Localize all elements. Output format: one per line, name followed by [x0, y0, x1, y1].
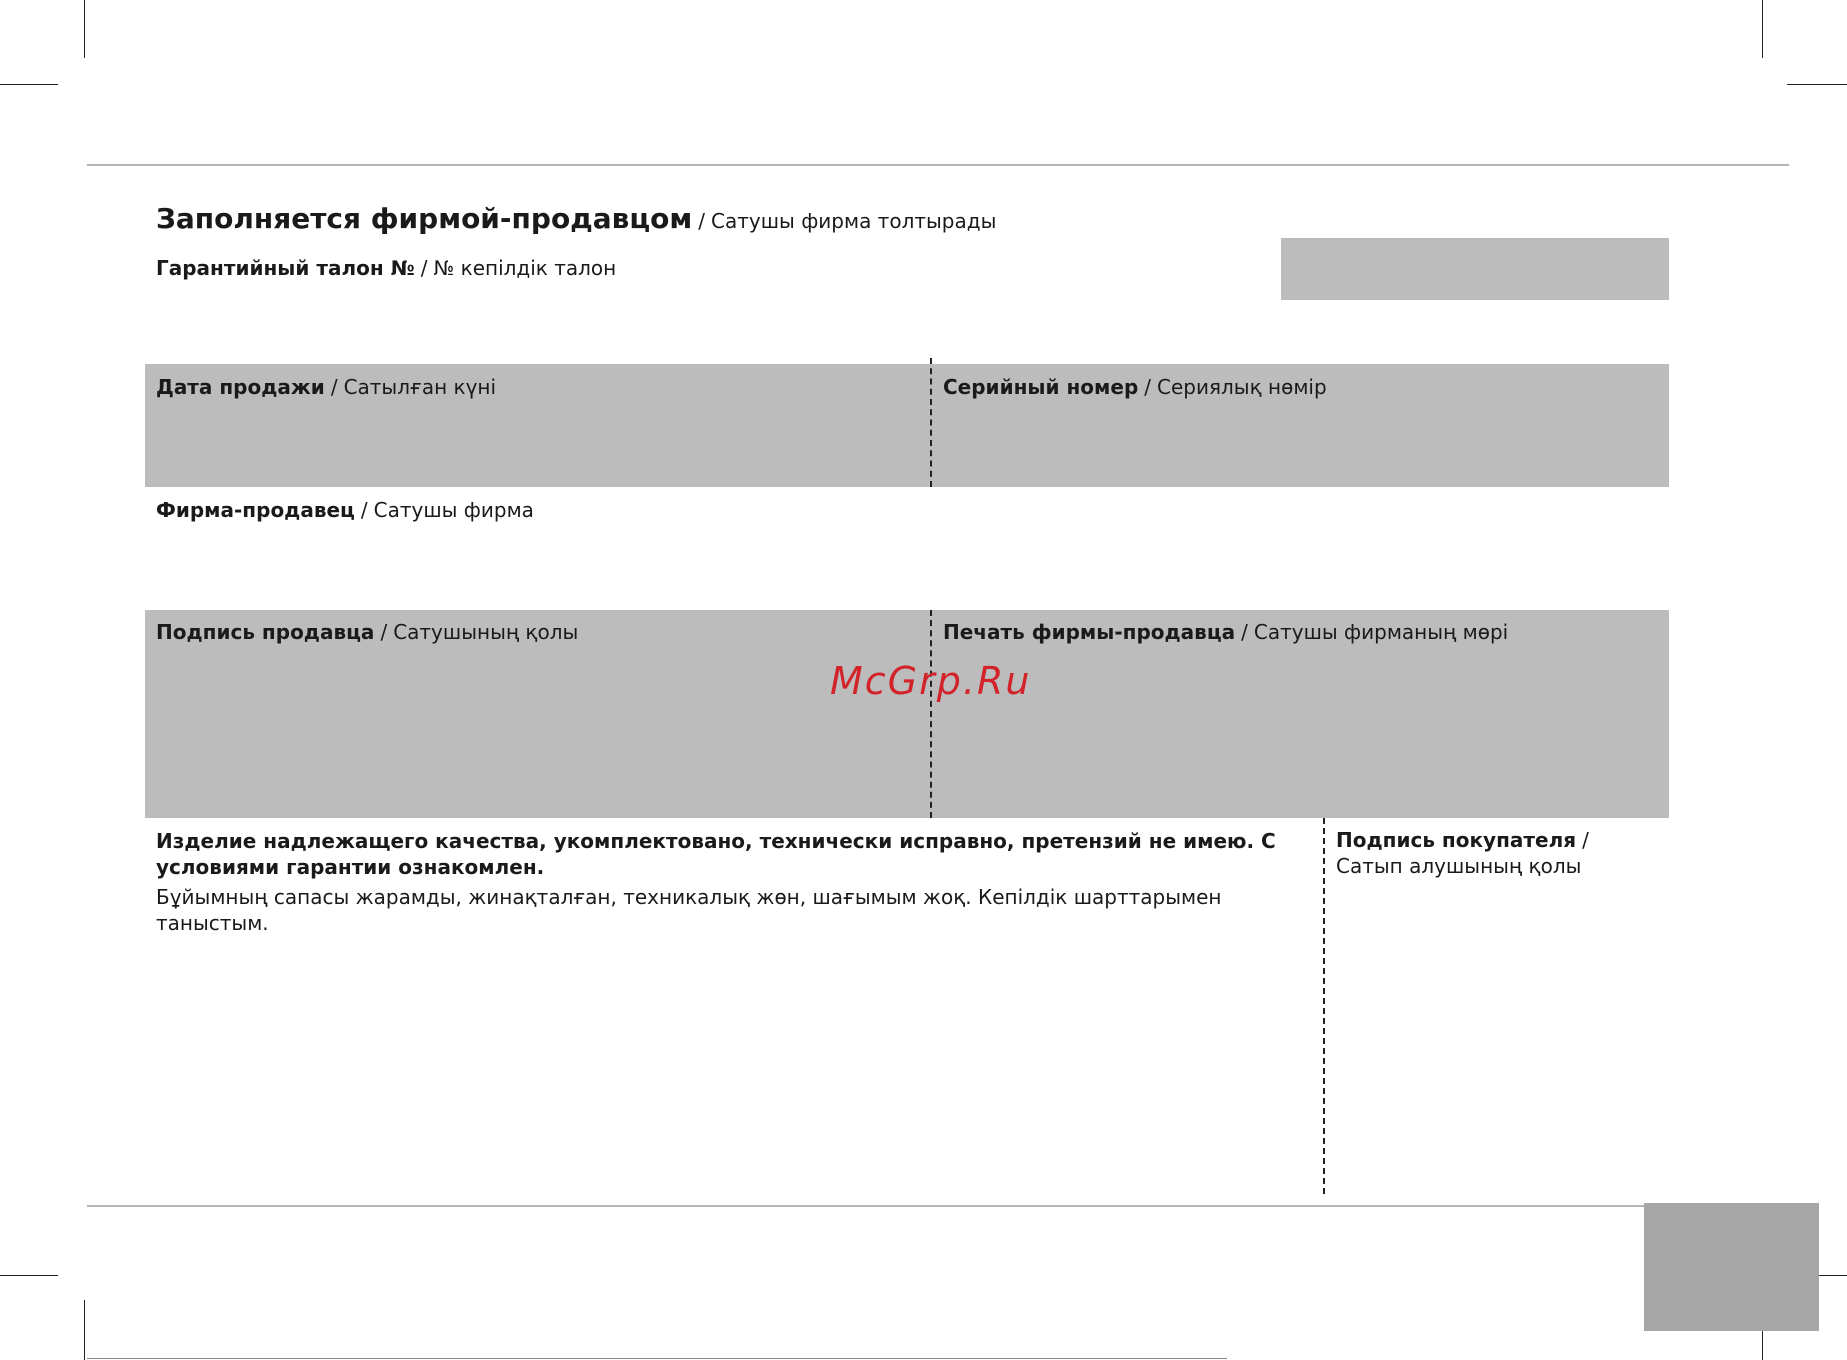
separator: /	[420, 256, 428, 280]
serial-label-kz: Сериялық нөмір	[1157, 375, 1327, 399]
warranty-label-ru: Гарантийный талон №	[156, 256, 415, 280]
crop-mark	[84, 1300, 85, 1360]
page-tab	[1644, 1203, 1819, 1331]
sale-date-label-ru: Дата продажи	[156, 375, 325, 399]
seller-stamp-label	[943, 619, 1508, 645]
bottom-edge-line	[87, 1358, 1227, 1359]
serial-label-ru: Серийный номер	[943, 375, 1139, 399]
serial-number-label	[943, 374, 1327, 400]
separator: /	[330, 375, 338, 399]
column-divider	[930, 610, 932, 818]
seller-firm-label-kz: Сатушы фирма	[373, 498, 534, 522]
form-title-kz: Сатушы фирма толтырады	[711, 209, 997, 233]
warranty-number-label	[156, 255, 616, 281]
crop-mark	[1787, 84, 1847, 85]
form-title-ru: Заполняется фирмой-продавцом	[156, 202, 693, 235]
seller-signature-label-kz: Сатушының қолы	[393, 620, 579, 644]
bottom-rule	[87, 1205, 1647, 1207]
seller-firm-label	[156, 497, 534, 523]
seller-signature-label	[156, 619, 578, 645]
buyer-signature-label-kz: Сатып алушының қолы	[1336, 854, 1582, 878]
seller-firm-field[interactable]	[145, 527, 1669, 609]
separator: /	[1144, 375, 1152, 399]
statement-ru: Изделие надлежащего качества, укомплектовано, технически исправно, претензий не имею. С условиями гарантии ознакомлен.	[156, 829, 1276, 879]
separator: /	[360, 498, 368, 522]
form-title	[156, 202, 996, 238]
seller-signature-label-ru: Подпись продавца	[156, 620, 375, 644]
separator: /	[380, 620, 388, 644]
buyer-signature-label	[1336, 827, 1636, 879]
statement-kz: Бұйымның сапасы жарамды, жинақталған, техникалық жөн, шағымым жоқ. Кепілдік шарттарымен таныстым.	[156, 885, 1222, 935]
crop-mark	[0, 84, 58, 85]
sale-date-label-kz: Сатылған күні	[343, 375, 497, 399]
separator: /	[698, 209, 706, 233]
buyer-signature-label-ru: Подпись покупателя	[1336, 828, 1577, 852]
sale-date-label	[156, 374, 496, 400]
column-divider	[1323, 818, 1325, 1194]
warranty-number-field[interactable]	[1281, 238, 1669, 300]
seller-firm-label-ru: Фирма-продавец	[156, 498, 355, 522]
crop-mark	[84, 0, 85, 58]
warranty-label-kz: № кепілдік талон	[433, 256, 617, 280]
top-rule	[87, 164, 1789, 166]
column-divider	[930, 358, 932, 487]
crop-mark	[1762, 0, 1763, 58]
separator: /	[1582, 828, 1589, 852]
seller-stamp-label-kz: Сатушы фирманың мөрі	[1253, 620, 1509, 644]
watermark: McGrp.Ru	[830, 659, 1032, 703]
crop-mark	[0, 1275, 58, 1276]
separator: /	[1241, 620, 1248, 644]
buyer-signature-field[interactable]	[1328, 880, 1668, 1194]
seller-stamp-label-ru: Печать фирмы-продавца	[943, 620, 1236, 644]
